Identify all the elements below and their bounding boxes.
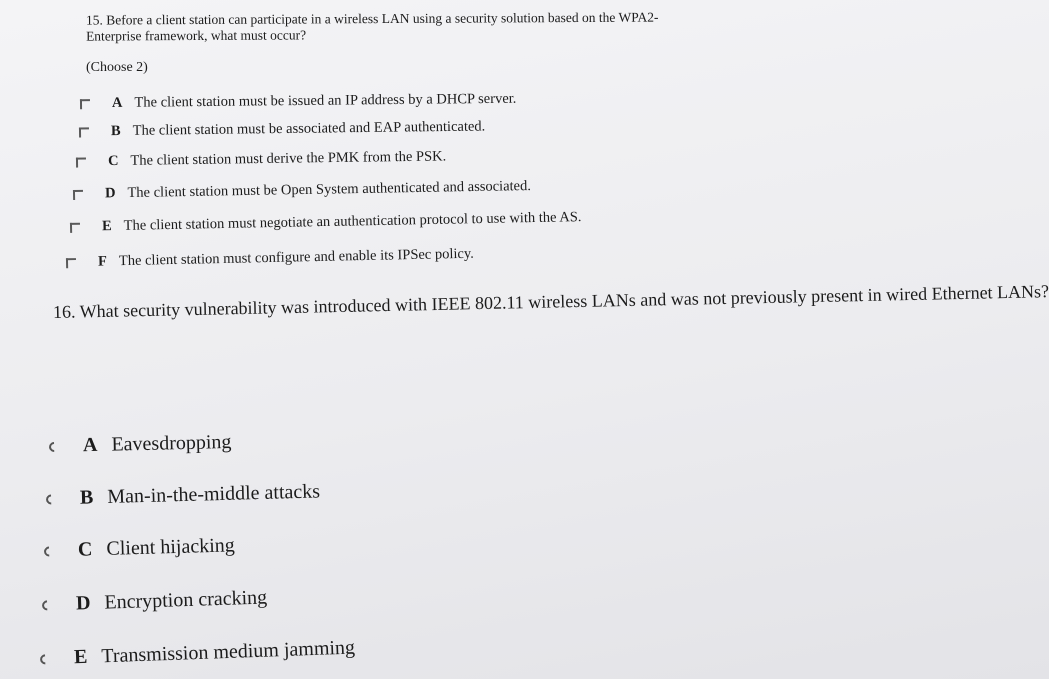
checkbox-icon[interactable] bbox=[80, 99, 90, 109]
option-letter: C bbox=[77, 538, 93, 561]
q16-option-b[interactable] bbox=[46, 480, 321, 510]
option-letter: C bbox=[107, 152, 119, 170]
option-letter: A bbox=[82, 433, 98, 457]
radio-icon[interactable] bbox=[44, 492, 58, 506]
q16-option-a[interactable] bbox=[49, 431, 232, 458]
option-text: Transmission medium jamming bbox=[101, 636, 356, 668]
option-letter: B bbox=[79, 486, 94, 509]
choose-two-note: (Choose 2) bbox=[86, 60, 148, 75]
radio-icon[interactable] bbox=[42, 544, 56, 558]
question-16-text: 16. What security vulnerability was introduced with IEEE 802.11 wireless LANs and was not previously present in wired Ethernet LANs? bbox=[52, 281, 1049, 322]
option-letter: E bbox=[73, 645, 88, 669]
q15-option-f[interactable] bbox=[66, 246, 474, 272]
q16-option-d[interactable] bbox=[42, 586, 268, 616]
q15-option-d[interactable] bbox=[73, 178, 531, 203]
checkbox-icon[interactable] bbox=[73, 189, 83, 199]
radio-icon[interactable] bbox=[47, 439, 61, 453]
checkbox-icon[interactable] bbox=[70, 222, 80, 232]
option-text: Man-in-the-middle attacks bbox=[107, 480, 321, 508]
option-letter: A bbox=[111, 94, 123, 111]
q16-option-e[interactable] bbox=[40, 637, 356, 671]
option-text: The client station must derive the PMK from the PSK. bbox=[130, 148, 447, 169]
radio-icon[interactable] bbox=[40, 598, 54, 612]
option-text: The client station must negotiate an authentication protocol to use with the AS. bbox=[123, 209, 582, 234]
option-letter: D bbox=[75, 592, 91, 615]
option-text: Eavesdropping bbox=[111, 430, 232, 456]
option-text: The client station must be issued an IP address by a DHCP server. bbox=[134, 90, 517, 111]
checkbox-icon[interactable] bbox=[76, 157, 86, 167]
option-text: The client station must be Open System authenticated and associated. bbox=[127, 178, 532, 202]
option-text: Encryption cracking bbox=[104, 586, 268, 614]
question-15-text: 15. Before a client station can participate in a wireless LAN using a security solution based on the WPA2-Enterprise framework, what must occur? bbox=[85, 9, 659, 44]
option-letter: F bbox=[97, 253, 108, 270]
option-letter: D bbox=[104, 185, 116, 202]
option-text: The client station must be associated and EAP authenticated. bbox=[132, 118, 486, 139]
q15-option-c[interactable] bbox=[76, 148, 446, 170]
checkbox-icon[interactable] bbox=[79, 127, 89, 137]
q15-option-b[interactable] bbox=[79, 119, 485, 141]
option-text: The client station must configure and enable its IPSec policy. bbox=[118, 245, 475, 270]
checkbox-icon[interactable] bbox=[66, 258, 76, 268]
q15-option-a[interactable] bbox=[80, 91, 517, 113]
option-text: Client hijacking bbox=[106, 534, 236, 560]
radio-icon[interactable] bbox=[38, 652, 52, 666]
q16-option-c[interactable] bbox=[44, 534, 235, 562]
option-letter: B bbox=[110, 122, 121, 140]
q15-option-e[interactable] bbox=[70, 209, 582, 236]
option-letter: E bbox=[101, 218, 112, 235]
